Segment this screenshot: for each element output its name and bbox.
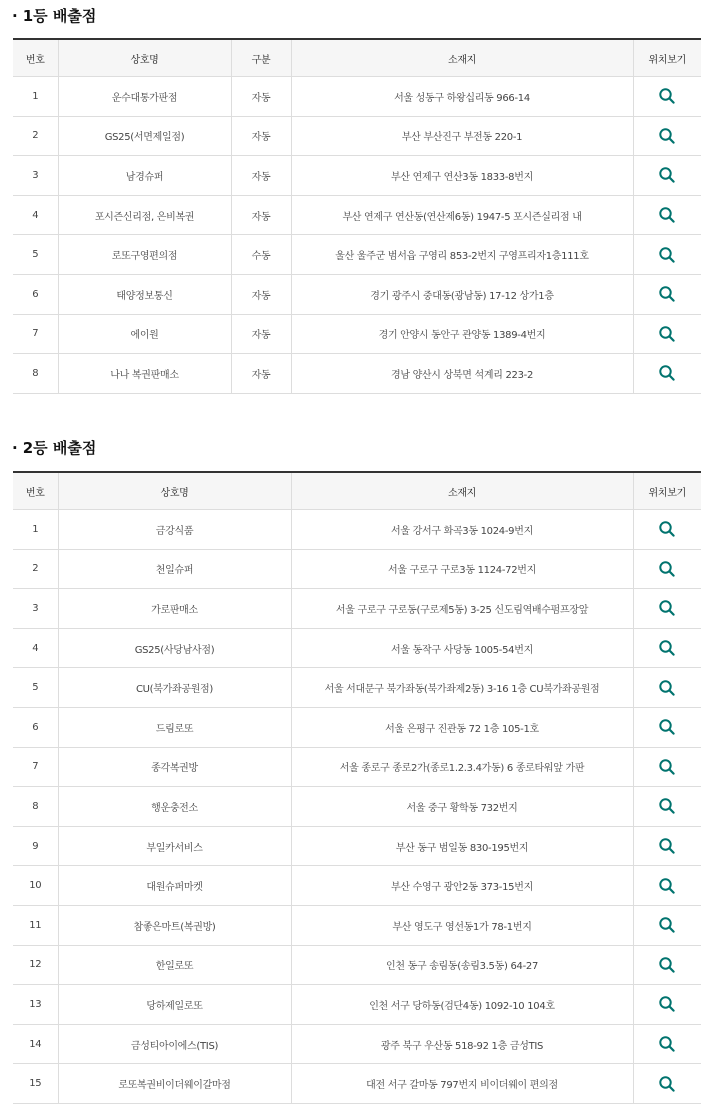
first-prize-rows — [13, 77, 701, 394]
cell-map — [633, 549, 701, 589]
search-icon[interactable] — [658, 166, 676, 184]
section-title-second-prize — [12, 438, 96, 458]
cell-map — [633, 510, 701, 550]
search-icon[interactable] — [658, 325, 676, 343]
cell-map — [633, 354, 701, 394]
cell-store-name: 대원슈퍼마켓 — [58, 866, 291, 906]
cell-store-name: CU(북가좌공원점) — [58, 668, 291, 708]
search-icon[interactable] — [658, 206, 676, 224]
cell-number: 1 — [13, 77, 58, 117]
cell-address: 서울 강서구 화곡3동 1024-9번지 — [291, 510, 633, 550]
cell-number: 14 — [13, 1024, 58, 1064]
cell-map — [633, 866, 701, 906]
section-title-first-prize — [12, 6, 96, 26]
search-icon[interactable] — [658, 718, 676, 736]
table-row — [13, 1064, 701, 1104]
first-prize-table — [13, 38, 701, 394]
cell-map — [633, 589, 701, 629]
cell-address: 부산 수영구 광안2동 373-15번지 — [291, 866, 633, 906]
cell-map — [633, 945, 701, 985]
cell-number: 7 — [13, 314, 58, 354]
cell-address: 광주 북구 우산동 518-92 1층 금성TIS — [291, 1024, 633, 1064]
cell-store-name: 에이원 — [58, 314, 231, 354]
cell-number: 2 — [13, 549, 58, 589]
search-icon[interactable] — [658, 285, 676, 303]
cell-number: 10 — [13, 866, 58, 906]
table-row — [13, 156, 701, 196]
cell-map — [633, 707, 701, 747]
cell-map — [633, 905, 701, 945]
cell-address: 부산 연제구 연산3동 1833-8번지 — [291, 156, 633, 196]
bullet: · — [12, 439, 18, 457]
cell-map — [633, 668, 701, 708]
cell-number: 9 — [13, 826, 58, 866]
header-store-name: 상호명 — [58, 39, 231, 77]
search-icon[interactable] — [658, 364, 676, 382]
cell-address: 서울 동작구 사당동 1005-54번지 — [291, 628, 633, 668]
cell-map — [633, 1024, 701, 1064]
cell-store-name: 금강식품 — [58, 510, 291, 550]
cell-store-name: 로또구영편의점 — [58, 235, 231, 275]
search-icon[interactable] — [658, 1075, 676, 1093]
cell-map — [633, 1064, 701, 1104]
cell-store-name: 종각복권방 — [58, 747, 291, 787]
cell-address: 서울 종로구 종로2가(종로1.2.3.4가동) 6 종로타워앞 가판 — [291, 747, 633, 787]
section-title-text: 1등 배출점 — [22, 7, 97, 25]
header-map: 위치보기 — [633, 39, 701, 77]
cell-store-name: 한일로또 — [58, 945, 291, 985]
cell-number: 8 — [13, 354, 58, 394]
cell-number: 5 — [13, 235, 58, 275]
cell-map — [633, 77, 701, 117]
search-icon[interactable] — [658, 956, 676, 974]
bullet: · — [12, 7, 18, 25]
table-row — [13, 1024, 701, 1064]
cell-store-name: 당하제일로또 — [58, 985, 291, 1025]
cell-store-name: 천일슈퍼 — [58, 549, 291, 589]
cell-store-name: 포시즌신리점, 은비복권 — [58, 195, 231, 235]
header-map: 위치보기 — [633, 472, 701, 510]
cell-address: 부산 동구 범일동 830-195번지 — [291, 826, 633, 866]
cell-address: 대전 서구 갈마동 797번지 비이더웨이 편의점 — [291, 1064, 633, 1104]
cell-type: 자동 — [231, 195, 291, 235]
table-row — [13, 945, 701, 985]
search-icon[interactable] — [658, 639, 676, 657]
header-type: 구분 — [231, 39, 291, 77]
search-icon[interactable] — [658, 916, 676, 934]
cell-map — [633, 985, 701, 1025]
cell-number: 6 — [13, 274, 58, 314]
cell-address: 부산 영도구 영선동1가 78-1번지 — [291, 905, 633, 945]
search-icon[interactable] — [658, 599, 676, 617]
table-header-row — [13, 472, 701, 510]
cell-address: 서울 중구 황학동 732번지 — [291, 787, 633, 827]
cell-number: 11 — [13, 905, 58, 945]
search-icon[interactable] — [658, 797, 676, 815]
cell-number: 5 — [13, 668, 58, 708]
second-prize-table — [13, 471, 701, 1104]
cell-type: 자동 — [231, 354, 291, 394]
cell-map — [633, 116, 701, 156]
search-icon[interactable] — [658, 837, 676, 855]
header-store-name: 상호명 — [58, 472, 291, 510]
cell-map — [633, 274, 701, 314]
cell-map — [633, 235, 701, 275]
cell-address: 서울 서대문구 북가좌동(북가좌제2동) 3-16 1층 CU북가좌공원점 — [291, 668, 633, 708]
cell-type: 자동 — [231, 314, 291, 354]
cell-store-name: GS25(서면제일점) — [58, 116, 231, 156]
table-row — [13, 77, 701, 117]
table-row — [13, 747, 701, 787]
header-number: 번호 — [13, 472, 58, 510]
cell-number: 3 — [13, 156, 58, 196]
table-row — [13, 195, 701, 235]
cell-map — [633, 747, 701, 787]
table-row — [13, 274, 701, 314]
cell-store-name: 행운충전소 — [58, 787, 291, 827]
cell-type: 자동 — [231, 116, 291, 156]
second-prize-rows — [13, 510, 701, 1104]
cell-number: 12 — [13, 945, 58, 985]
cell-address: 경기 안양시 동안구 관양동 1389-4번지 — [291, 314, 633, 354]
search-icon[interactable] — [658, 520, 676, 538]
cell-number: 6 — [13, 707, 58, 747]
table-row — [13, 668, 701, 708]
cell-type: 자동 — [231, 156, 291, 196]
search-icon[interactable] — [658, 246, 676, 264]
search-icon[interactable] — [658, 87, 676, 105]
cell-address: 경남 양산시 상북면 석계리 223-2 — [291, 354, 633, 394]
search-icon[interactable] — [658, 995, 676, 1013]
cell-type: 수동 — [231, 235, 291, 275]
table-row — [13, 826, 701, 866]
cell-store-name: 나나 복권판매소 — [58, 354, 231, 394]
cell-type: 자동 — [231, 77, 291, 117]
cell-number: 3 — [13, 589, 58, 629]
table-row — [13, 510, 701, 550]
cell-address: 울산 울주군 범서읍 구영리 853-2번지 구영프리자1층111호 — [291, 235, 633, 275]
header-address: 소재지 — [291, 472, 633, 510]
cell-address: 부산 연제구 연산동(연산제6동) 1947-5 포시즌실리점 내 — [291, 195, 633, 235]
cell-map — [633, 826, 701, 866]
header-address: 소재지 — [291, 39, 633, 77]
table-row — [13, 116, 701, 156]
cell-address: 인천 동구 송림동(송림3.5동) 64-27 — [291, 945, 633, 985]
cell-number: 4 — [13, 195, 58, 235]
cell-number: 7 — [13, 747, 58, 787]
table-row — [13, 549, 701, 589]
table-row — [13, 354, 701, 394]
cell-address: 서울 구로구 구로3동 1124-72번지 — [291, 549, 633, 589]
cell-store-name: GS25(사당남사점) — [58, 628, 291, 668]
cell-map — [633, 787, 701, 827]
cell-store-name: 드림로또 — [58, 707, 291, 747]
cell-address: 서울 은평구 진관동 72 1층 105-1호 — [291, 707, 633, 747]
table-header-row — [13, 39, 701, 77]
cell-number: 4 — [13, 628, 58, 668]
cell-store-name: 운수대통가판점 — [58, 77, 231, 117]
cell-store-name: 참좋은마트(복권방) — [58, 905, 291, 945]
cell-number: 13 — [13, 985, 58, 1025]
cell-address: 서울 구로구 구로동(구로제5동) 3-25 신도림역배수펌프장앞 — [291, 589, 633, 629]
cell-type: 자동 — [231, 274, 291, 314]
cell-store-name: 부일카서비스 — [58, 826, 291, 866]
cell-map — [633, 314, 701, 354]
cell-map — [633, 628, 701, 668]
search-icon[interactable] — [658, 127, 676, 145]
table-row — [13, 707, 701, 747]
cell-store-name: 태양정보통신 — [58, 274, 231, 314]
cell-address: 인천 서구 당하동(검단4동) 1092-10 104호 — [291, 985, 633, 1025]
search-icon[interactable] — [658, 877, 676, 895]
cell-store-name: 로또복권비이더웨이갈마점 — [58, 1064, 291, 1104]
section-title-text: 2등 배출점 — [22, 439, 97, 457]
cell-store-name: 금성티아이에스(TIS) — [58, 1024, 291, 1064]
table-row — [13, 314, 701, 354]
cell-number: 2 — [13, 116, 58, 156]
search-icon[interactable] — [658, 758, 676, 776]
cell-map — [633, 156, 701, 196]
cell-address: 부산 부산진구 부전동 220-1 — [291, 116, 633, 156]
table-row — [13, 787, 701, 827]
cell-store-name: 남경슈퍼 — [58, 156, 231, 196]
cell-number: 15 — [13, 1064, 58, 1104]
cell-map — [633, 195, 701, 235]
table-row — [13, 985, 701, 1025]
cell-number: 1 — [13, 510, 58, 550]
search-icon[interactable] — [658, 1035, 676, 1053]
table-row — [13, 866, 701, 906]
table-row — [13, 589, 701, 629]
cell-address: 경기 광주시 중대동(광남동) 17-12 상가1층 — [291, 274, 633, 314]
cell-address: 서울 성동구 하왕십리동 966-14 — [291, 77, 633, 117]
cell-store-name: 가로판매소 — [58, 589, 291, 629]
table-row — [13, 235, 701, 275]
search-icon[interactable] — [658, 679, 676, 697]
table-row — [13, 628, 701, 668]
cell-number: 8 — [13, 787, 58, 827]
header-number: 번호 — [13, 39, 58, 77]
search-icon[interactable] — [658, 560, 676, 578]
table-row — [13, 905, 701, 945]
